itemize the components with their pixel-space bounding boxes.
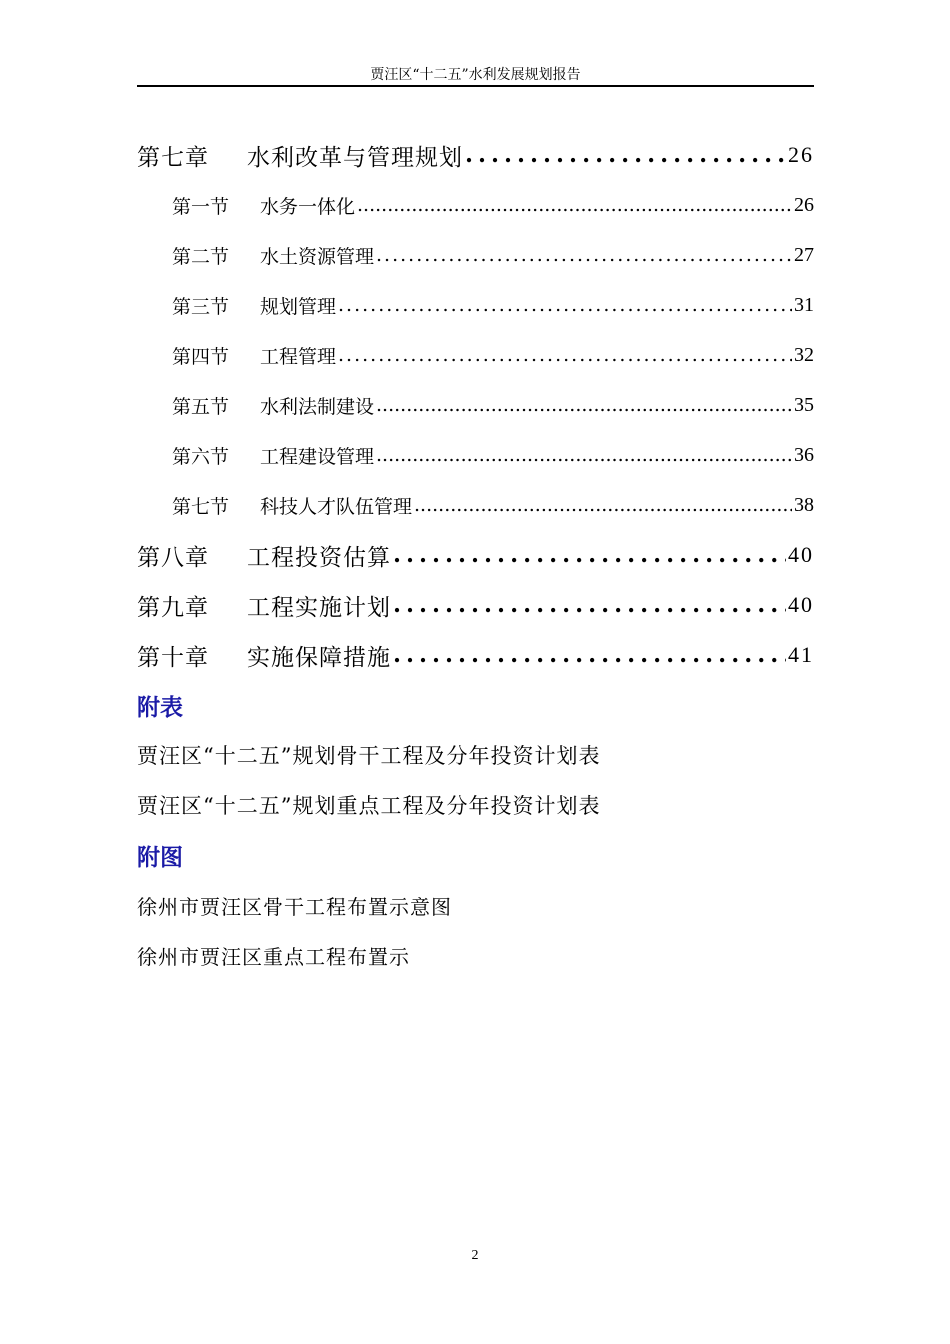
dot-leader	[338, 294, 792, 317]
dot-leader	[376, 244, 792, 267]
page-ref: 26	[788, 142, 814, 167]
toc-section-3[interactable]	[137, 280, 814, 330]
section-title: 工程管理	[260, 345, 337, 368]
section-title: 水土资源管理	[260, 245, 375, 268]
section-title: 水务一体化	[260, 195, 356, 218]
section-title: 工程建设管理	[260, 445, 375, 468]
toc-chapter-8[interactable]	[137, 530, 814, 580]
toc-section-2[interactable]	[137, 230, 814, 280]
page-ref: 40	[788, 592, 814, 617]
chapter-title: 实施保障措施	[247, 644, 391, 671]
section-number: 第二节	[172, 245, 230, 268]
chapter-title: 工程投资估算	[247, 544, 391, 571]
toc-section-5[interactable]	[137, 380, 814, 430]
page-ref: 26	[794, 193, 814, 216]
page-ref: 31	[794, 293, 814, 316]
section-number: 第四节	[172, 345, 230, 368]
header-rule	[137, 85, 814, 87]
section-title: 规划管理	[260, 295, 337, 318]
toc-section-6[interactable]	[137, 430, 814, 480]
dot-leader	[393, 591, 786, 619]
chapter-title: 水利改革与管理规划	[247, 144, 463, 171]
page-header: 贾汪区“十二五”水利发展规划报告	[370, 67, 581, 83]
page-ref: 38	[794, 493, 814, 516]
toc-section-7[interactable]	[137, 480, 814, 530]
page-ref: 40	[788, 542, 814, 567]
chapter-title: 工程实施计划	[247, 594, 391, 621]
dot-leader	[393, 641, 786, 669]
toc-chapter-9[interactable]	[137, 580, 814, 630]
page-number: 2	[471, 1248, 479, 1263]
toc-section-4[interactable]	[137, 330, 814, 380]
dot-leader	[357, 194, 792, 217]
appendix-tables-heading: 附表	[137, 694, 183, 721]
section-number: 第五节	[172, 395, 230, 418]
page-ref: 41	[788, 642, 814, 667]
dot-leader	[414, 494, 792, 517]
table-of-contents	[137, 130, 814, 980]
toc-chapter-7[interactable]	[137, 130, 814, 180]
section-number: 第一节	[172, 195, 230, 218]
toc-chapter-10[interactable]	[137, 630, 814, 680]
dot-leader	[376, 394, 792, 417]
page-ref: 32	[794, 343, 814, 366]
section-title: 水利法制建设	[260, 395, 375, 418]
page-ref: 36	[794, 443, 814, 466]
appendix-table-item[interactable]: 贾汪区“十二五”规划骨干工程及分年投资计划表	[137, 744, 601, 768]
chapter-number: 第十章	[137, 644, 209, 671]
page-ref: 27	[794, 243, 814, 266]
toc-section-1[interactable]	[137, 180, 814, 230]
appendix-table-item[interactable]: 贾汪区“十二五”规划重点工程及分年投资计划表	[137, 794, 601, 818]
dot-leader	[393, 541, 786, 569]
dot-leader	[376, 444, 792, 467]
section-number: 第三节	[172, 295, 230, 318]
dot-leader	[465, 141, 786, 169]
dot-leader	[338, 344, 792, 367]
section-number: 第六节	[172, 445, 230, 468]
appendix-figures-heading: 附图	[137, 844, 183, 871]
page-ref: 35	[794, 393, 814, 416]
chapter-number: 第九章	[137, 594, 209, 621]
section-number: 第七节	[172, 495, 230, 518]
appendix-figure-item[interactable]: 徐州市贾汪区重点工程布置示	[137, 944, 410, 969]
chapter-number: 第七章	[137, 144, 209, 171]
appendix-figure-item[interactable]: 徐州市贾汪区骨干工程布置示意图	[137, 894, 452, 919]
chapter-number: 第八章	[137, 544, 209, 571]
section-title: 科技人才队伍管理	[260, 495, 413, 518]
